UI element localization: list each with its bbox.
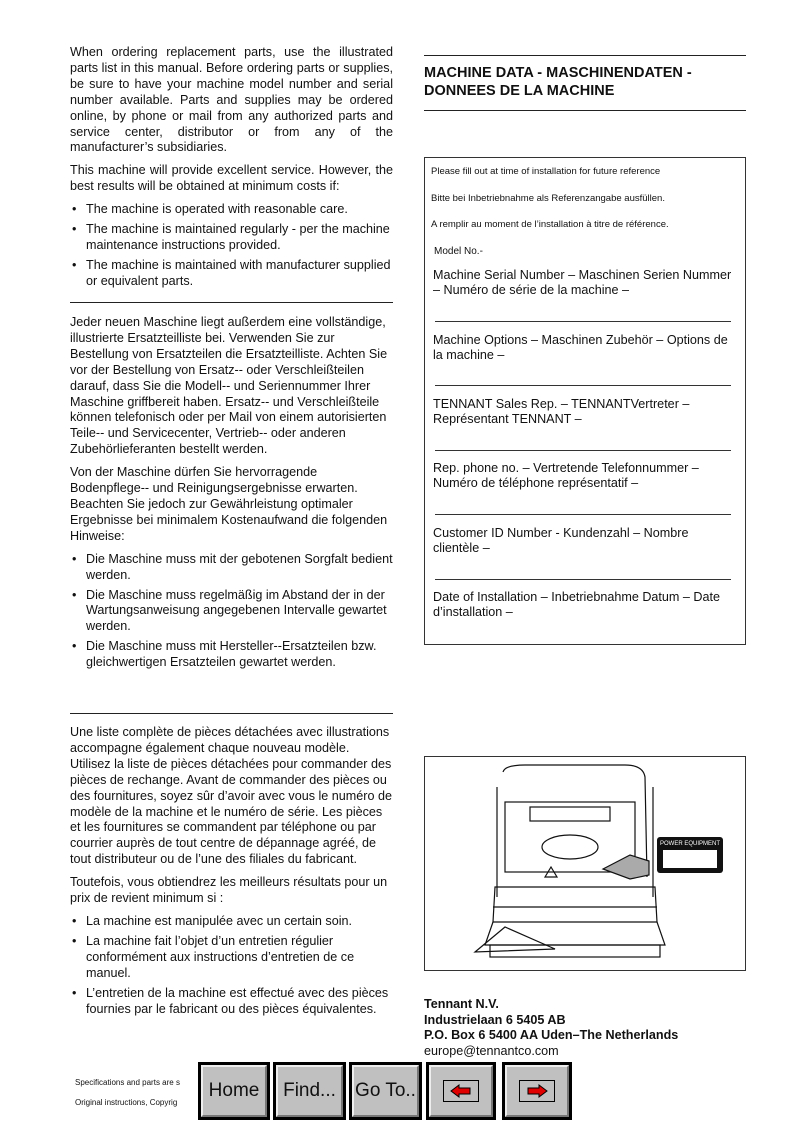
footer-text: Specifications and parts are s — [75, 1078, 180, 1087]
next-page-button[interactable] — [502, 1062, 572, 1120]
address-line: Tennant N.V. — [424, 997, 499, 1011]
goto-label: Go To.. — [352, 1065, 419, 1117]
field-label: TENNANT Sales Rep. – TENNANTVertreter – Représentant TENNANT – — [433, 397, 690, 426]
paragraph: This machine will provide excellent service. However, the best results will be obtained at minimum costs if: — [70, 163, 393, 194]
input-line[interactable] — [435, 450, 731, 451]
list-item: • La machine est manipulée avec un certain soin. — [70, 914, 393, 930]
find-button[interactable] — [273, 1062, 346, 1120]
address-line: P.O. Box 6 5400 AA Uden–The Netherlands — [424, 1028, 679, 1042]
field-label: Customer ID Number - Kundenzahl – Nombre clientèle – — [433, 526, 689, 555]
input-line[interactable] — [435, 579, 731, 580]
section-title: MACHINE DATA - MASCHINENDATEN - DONNEES DE LA MACHINE — [424, 65, 692, 99]
machine-data-form — [424, 157, 746, 645]
list-item: • La machine fait l’objet d’un entretien régulier conformément aux instructions d’entretien de ce manuel. — [70, 934, 393, 982]
list-item: • The machine is operated with reasonable care. — [70, 202, 393, 218]
arrow-left-icon — [443, 1080, 479, 1102]
input-line[interactable] — [435, 514, 731, 515]
divider — [70, 302, 393, 303]
list-item: • Die Maschine muss mit der gebotenen Sorgfalt bedient werden. — [70, 552, 393, 584]
plate-title: POWER EQUIPMENT — [659, 841, 720, 847]
home-button[interactable] — [198, 1062, 270, 1120]
input-line[interactable] — [435, 385, 731, 386]
list-item: • The machine is maintained regularly - per the machine maintenance instructions provided. — [70, 222, 393, 254]
footer-text: Original instructions, Copyrig — [75, 1098, 178, 1107]
address-line: Industrielaan 6 5405 AB — [424, 1012, 566, 1027]
previous-page-button[interactable] — [426, 1062, 496, 1120]
note: Please fill out at time of installation for future reference — [431, 166, 661, 177]
note: Bitte bei Inbetriebnahme als Referenzangabe ausfüllen. — [431, 193, 665, 204]
model-label: Model No.- — [434, 246, 483, 257]
paragraph: Jeder neuen Maschine liegt außerdem eine vollständige, illustrierte Ersatzteilliste bei. Verwenden Sie zur Bestellung von Ersatzteilen die Ersatzteilliste. Achten Sie vor der Bestellung von Ersatz-- oder Verschleißteilen darauf, dass Sie die Modell-- und Seriennummer Ihrer Maschine griffbereit haben. Ersatz-- und Verschleißteile können telefonisch oder per Mail von einem autorisierten Teile-- und Servicecenter, Vertrieb-- oder anderen Zubehörlieferanten bestellt werden. — [70, 315, 388, 457]
german-section — [70, 315, 393, 677]
english-section — [70, 45, 393, 296]
field-label: Date of Installation – Inbetriebnahme Datum – Date d’installation – — [433, 590, 721, 619]
machine-illustration — [424, 756, 746, 971]
goto-button[interactable] — [349, 1062, 422, 1120]
list-item: • Die Maschine muss mit Hersteller--Ersatzteilen bzw. gleichwertigen Ersatzteilen gewartet werden. — [70, 639, 393, 671]
divider — [70, 713, 393, 714]
email-link[interactable]: europe@tennantco.com — [424, 1043, 559, 1058]
input-line[interactable] — [435, 321, 731, 322]
divider — [424, 110, 746, 111]
paragraph: Une liste complète de pièces détachées avec illustrations accompagne également chaque nouveau modèle. Utilisez la liste de pièces détachées pour commander des pièces de rechange. Avant de commander des pièces ou des fournitures, soyez sûr d’avoir avec vous le numéro de modèle de la machine et le numéro de série. Les pièces et les fournitures se commandent par téléphone ou par courrier auprès de tout centre de dépannage agréé, de tout distributeur ou de l’une des filiales du fabricant. — [70, 725, 393, 867]
data-plate — [657, 837, 723, 873]
list-item: • Die Maschine muss regelmäßig im Abstand der in der Wartungsanweisung angegebenen Intervalle gewartet werden. — [70, 588, 393, 636]
list-item: • L’entretien de la machine est effectué avec des pièces fournies par le fabricant ou des pièces équivalentes. — [70, 986, 393, 1018]
paragraph: When ordering replacement parts, use the illustrated parts list in this manual. Before ordering parts or supplies, be sure to have your machine model number and serial number available. Parts and supplies may be ordered online, by phone or mail from any authorized parts and service center, distributor or from any of the manufacturer’s subsidiaries. — [70, 45, 393, 155]
list-item: • The machine is maintained with manufacturer supplied or equivalent parts. — [70, 258, 393, 290]
arrow-right-icon — [519, 1080, 555, 1102]
find-label: Find... — [276, 1065, 343, 1117]
divider — [424, 55, 746, 56]
company-address — [424, 997, 678, 1059]
field-label: Machine Serial Number – Maschinen Serien Nummer – Numéro de série de la machine – — [433, 268, 732, 297]
field-label: Rep. phone no. – Vertretende Telefonnummer – Numéro de téléphone représentatif – — [433, 461, 699, 490]
home-label: Home — [201, 1065, 267, 1117]
note: A remplir au moment de l’installation à titre de référence. — [431, 219, 669, 230]
paragraph: Von der Maschine dürfen Sie hervorragende Bodenpflege-- und Reinigungsergebnisse erwarten. Beachten Sie jedoch zur Gewährleistung optimaler Ergebnisse bei minimalem Kostenaufwand die folgenden Hinweise: — [70, 465, 388, 543]
paragraph: Toutefois, vous obtiendrez les meilleurs résultats pour un prix de revient minimum si : — [70, 875, 388, 906]
french-section — [70, 725, 393, 1023]
field-label: Machine Options – Maschinen Zubehör – Options de la machine – — [433, 333, 728, 362]
